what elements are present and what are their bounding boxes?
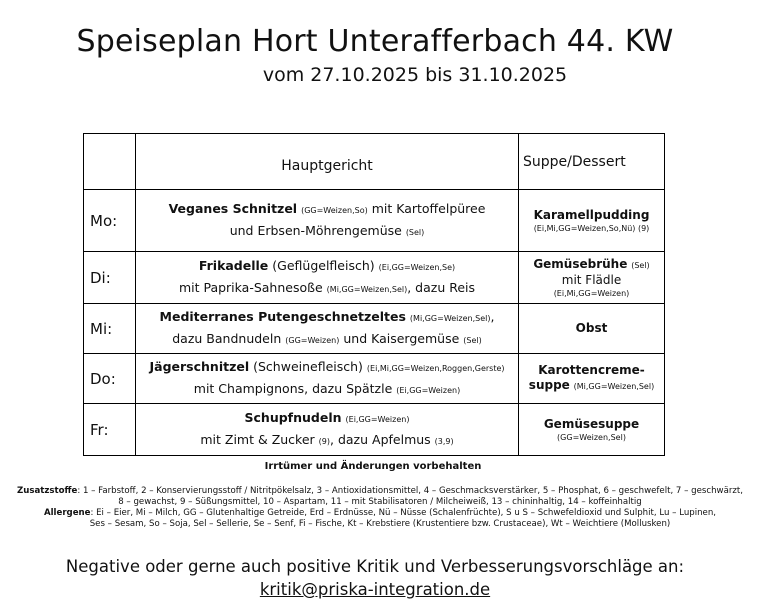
dessert-name: Karamellpudding (533, 207, 650, 222)
header-soup-dessert: Suppe/Dessert (519, 134, 665, 190)
allergen-note: (GG=Weizen,Sel) (557, 432, 626, 442)
main-dish-cell (136, 304, 519, 354)
allergen-note: (Mi,GG=Weizen,Sel) (326, 284, 408, 294)
table-header-row (84, 134, 665, 190)
main-dish-cell (136, 404, 519, 456)
soup-name: Karottencreme- (538, 363, 645, 377)
allergen-note: (Ei,Mi,GG=Weizen) (553, 288, 630, 298)
dish-name: Veganes Schnitzel (168, 200, 298, 216)
allergens-label: Allergene (43, 508, 91, 518)
soup-text: mit Flädle (561, 272, 622, 287)
allergen-note: (Sel) (631, 260, 650, 270)
additives-label: Zusatzstoffe (17, 486, 78, 496)
table-row (84, 354, 665, 404)
day-label: Mi: (84, 304, 136, 354)
day-label: Di: (84, 252, 136, 304)
table-row (84, 404, 665, 456)
disclaimer: Irrtümer und Änderungen vorbehalten (264, 461, 482, 472)
additives-text: : 1 – Farbstoff, 2 – Konservierungsstoff / Nitritpökelsalz, 3 – Antioxidationsmittel, 4 – Geschmacksverstärker, 5 – Phosphat, 6 – geschwefelt, 7 – geschwärzt, (77, 486, 743, 496)
allergen-note: (GG=Weizen) (285, 335, 340, 345)
allergen-note: (Sel) (463, 335, 482, 345)
additives-text-continued: 8 – gewachst, 9 – Süßungsmittel, 10 – Aspartam, 11 – mit Stabilisatoren / Milcheiweiß, 13 – chininhaltig, 14 – koffeinhaltig (118, 497, 642, 507)
allergen-note: (Mi,GG=Weizen,Sel) (573, 382, 655, 391)
dish-name: Frikadelle (198, 257, 269, 273)
dish-text: , dazu Reis (407, 279, 476, 295)
day-label: Do: (84, 354, 136, 404)
soup-dessert-cell (519, 252, 665, 304)
dish-text: , (490, 308, 495, 324)
soup-name: Gemüsesuppe (543, 416, 640, 431)
dish-text: (Schweinefleisch) (253, 358, 363, 374)
day-label: Fr: (84, 404, 136, 456)
allergen-note: (Ei,GG=Weizen) (345, 414, 410, 424)
table-row (84, 190, 665, 252)
legend (0, 486, 760, 530)
dish-text: mit Champignons, dazu Spätzle (193, 380, 393, 396)
feedback-text: Negative oder gerne auch positive Kritik und Verbesserungsvorschläge an: (65, 557, 685, 576)
header-main-dish: Hauptgericht (136, 134, 519, 190)
dish-text: und Kaisergemüse (343, 330, 460, 346)
allergen-note: (Ei,Mi,GG=Weizen,So,Nü) (9) (533, 223, 650, 233)
main-dish-cell (136, 190, 519, 252)
header-day (84, 134, 136, 190)
menu-table (83, 133, 665, 456)
dish-text: , dazu Apfelmus (330, 431, 431, 447)
main-dish-cell (136, 252, 519, 304)
allergen-note: (3,9) (434, 436, 454, 446)
allergens-legend (0, 508, 760, 519)
table-row (84, 252, 665, 304)
soup-dessert-cell (519, 404, 665, 456)
allergen-note: (Sel) (405, 227, 425, 237)
feedback-email-link[interactable]: kritik@priska-integration.de (259, 580, 491, 599)
dish-text: mit Paprika-Sahnesoße (178, 279, 323, 295)
soup-dessert-cell (519, 354, 665, 404)
dish-text: mit Kartoffelpüree (371, 200, 486, 216)
dish-name: Jägerschnitzel (149, 358, 250, 374)
dish-text: (Geflügelfleisch) (272, 257, 375, 273)
soup-dessert-cell (519, 190, 665, 252)
main-dish-cell (136, 354, 519, 404)
date-range: vom 27.10.2025 bis 31.10.2025 (262, 64, 568, 86)
day-label: Mo: (84, 190, 136, 252)
additives-legend (0, 486, 760, 497)
soup-dessert-cell (519, 304, 665, 354)
dish-text: und Erbsen-Möhrengemüse (229, 222, 402, 238)
dish-name: Mediterranes Putengeschnetzeltes (159, 308, 406, 324)
allergen-note: (Mi,GG=Weizen,Sel) (409, 313, 491, 323)
allergens-text: : Ei – Eier, Mi – Milch, GG – Glutenhaltige Getreide, Erd – Erdnüsse, Nü – Nüsse (Schalenfrüchte), S u S – Schwefeldioxid und Sulphit, Lu – Lupinen, (90, 508, 717, 518)
dish-text: mit Zimt & Zucker (200, 431, 315, 447)
soup-name: suppe (528, 378, 570, 392)
allergen-note: (Ei,GG=Weizen,Se) (378, 262, 456, 272)
allergens-text-continued: Ses – Sesam, So – Soja, Sel – Sellerie, Se – Senf, Fi – Fische, Kt – Krebstiere (Krustentiere bzw. Crustaceae), Wt – Weichtiere (Mollusken) (89, 519, 671, 529)
feedback-section (0, 555, 750, 601)
dish-name: Schupfnudeln (244, 409, 342, 425)
dessert-name: Obst (575, 321, 608, 335)
allergen-note: (Ei,GG=Weizen) (396, 385, 461, 395)
allergen-note: (GG=Weizen,So) (301, 205, 368, 215)
allergen-note: (Ei,Mi,GG=Weizen,Roggen,Gerste) (366, 363, 505, 373)
dish-text: dazu Bandnudeln (172, 330, 282, 346)
page-title: Speiseplan Hort Unterafferbach 44. KW (76, 24, 674, 59)
table-row (84, 304, 665, 354)
soup-name: Gemüsebrühe (533, 256, 628, 271)
allergen-note: (9) (318, 436, 331, 446)
